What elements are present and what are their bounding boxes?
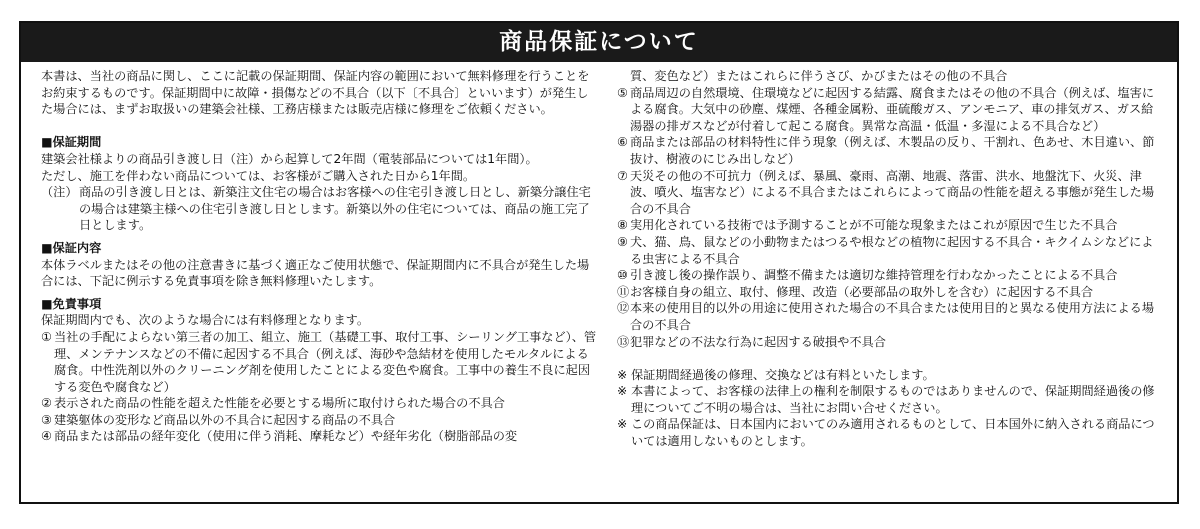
exemption-item xyxy=(617,85,1162,135)
exemption-item xyxy=(617,284,1162,301)
item-text: お客様自身の組立、取付、修理、改造（必要部品の取外しを含む）に起因する不具合 xyxy=(630,284,1094,299)
panel-title: 商品保証について xyxy=(21,23,1177,62)
exemptions-lead: 保証期間内でも、次のような場合には有料修理となります。 xyxy=(41,313,370,328)
item-number: ⑪ xyxy=(617,284,630,299)
warranty-content-heading: ■保証内容 xyxy=(41,240,102,255)
warranty-panel xyxy=(19,21,1179,504)
item-number: ② xyxy=(41,396,52,411)
exemptions-heading: ■免責事項 xyxy=(41,296,102,311)
item-number: ⑦ xyxy=(617,168,628,183)
exemption-item xyxy=(617,267,1162,284)
footnote-mark: ※ xyxy=(617,367,628,382)
exemption-item xyxy=(41,329,599,395)
item-text: 建築躯体の変形など商品以外の不具合に起因する商品の不具合 xyxy=(54,412,396,427)
exemption-item xyxy=(617,134,1162,167)
warranty-period-line: ただし、施工を伴わない商品については、お客様がご購入された日から1年間。 xyxy=(41,168,476,183)
exemption-item xyxy=(617,168,1162,218)
note-text: 商品の引き渡し日とは、新築注文住宅の場合はお客様への住宅引き渡し日とし、新築分譲住宅の場合は建築主様への住宅引き渡し日とします。新築以外の住宅については、商品の施工完了日とします。 xyxy=(79,185,591,233)
item-text: 引き渡し後の操作誤り、調整不備または適切な維持管理を行わなかったことによる不具合 xyxy=(630,268,1118,283)
note-mark: （注） xyxy=(41,185,78,200)
item-text: 商品または部品の材料特性に伴う現象（例えば、木製品の反り、干割れ、色あせ、木目違い、節抜け、樹液のにじみ出しなど） xyxy=(630,135,1155,166)
item-number: ⑫ xyxy=(617,301,630,316)
item-text: 当社の手配によらない第三者の加工、組立、施工（基礎工事、取付工事、シーリング工事など）、管理、メンテナンスなどの不備に起因する不具合（例えば、海砂や急結材を使用したモルタルによる腐食。中性洗剤以外のクリーニング剤を使用したことによる変色や腐食。工事中の養生不良に起因する変色や腐食など） xyxy=(54,329,597,394)
item-number: ⑬ xyxy=(617,334,630,349)
footnote-text: 本書によって、お客様の法律上の権利を制限するものではありませんので、保証期間経過後の修理についてご不明の場合は、当社にお問い合せください。 xyxy=(631,384,1155,415)
item-text: 商品または部品の経年変化（使用に伴う消耗、摩耗など）や経年劣化（樹脂部品の変 xyxy=(54,429,518,444)
item-text: 犯罪などの不法な行為に起因する破損や不具合 xyxy=(630,334,886,349)
item-number: ⑨ xyxy=(617,234,628,249)
warranty-period-line: 建築会社様よりの商品引き渡し日（注）から起算して2年間（電装部品については1年間）。 xyxy=(41,151,538,166)
item-text: 実用化されている技術では予測することが不可能な現象またはこれが原因で生じた不具合 xyxy=(630,218,1118,233)
exemption-item xyxy=(41,395,599,412)
footnote xyxy=(617,383,1162,416)
footnote xyxy=(617,416,1162,449)
right-column xyxy=(617,68,1162,450)
item-number: ⑤ xyxy=(617,85,628,100)
item-number: ④ xyxy=(41,429,52,444)
item-text: 表示された商品の性能を超えた性能を必要とする場所に取付けられた場合の不具合 xyxy=(54,396,505,411)
exemption-item xyxy=(617,234,1162,267)
intro-paragraph: 本書は、当社の商品に関し、ここに記載の保証期間、保証内容の範囲において無料修理を行うことをお約束するものです。保証期間中に故障・損傷などの不具合（以下〔不具合〕といいます）が発生した場合には、まずお取扱いの建築会社様、工務店様または販売店様に修理をご依頼ください。 xyxy=(41,69,590,117)
warranty-period-heading: ■保証期間 xyxy=(41,135,102,150)
item-number: ① xyxy=(41,329,52,344)
item-number: ⑧ xyxy=(617,218,628,233)
item-text: 本来の使用目的以外の用途に使用された場合の不具合または使用目的と異なる使用方法による場合の不具合 xyxy=(630,301,1155,332)
footnote-text: 保証期間経過後の修理、交換などは有料といたします。 xyxy=(631,367,935,382)
footnote-text: この商品保証は、日本国内においてのみ適用されるものとして、日本国外に納入される商品については適用しないものとします。 xyxy=(631,417,1155,449)
item-number: ⑥ xyxy=(617,135,628,150)
left-column xyxy=(41,68,599,445)
exemption-item xyxy=(41,428,599,445)
item-text: 商品周辺の自然環境、住環境などに起因する結露、腐食またはその他の不具合（例えば、塩害による腐食。大気中の砂塵、煤煙、各種金属粉、亜硫酸ガス、アンモニア、車の排気ガス、ガス給湯器の排ガスなどが付着して起こる腐食。異常な高温・低温・多湿による不具合など） xyxy=(630,85,1155,133)
item-number: ⑩ xyxy=(617,268,628,283)
item-number: ③ xyxy=(41,412,52,427)
warranty-content-text: 本体ラベルまたはその他の注意書きに基づく適正なご使用状態で、保証期間内に不具合が発生した場合には、下記に例示する免責事項を除き無料修理いたします。 xyxy=(41,257,590,289)
exemption-item xyxy=(617,217,1162,234)
warranty-period-note xyxy=(41,184,599,234)
exemption-item xyxy=(617,300,1162,333)
item-4-continuation: 質、変色など）またはこれらに伴うさび、かびまたはその他の不具合 xyxy=(630,69,1008,83)
footnote-mark: ※ xyxy=(617,417,628,432)
exemption-item xyxy=(617,334,1162,351)
item-text: 天災その他の不可抗力（例えば、暴風、豪雨、高潮、地震、落雷、洪水、地盤沈下、火災、津波、噴火、塩害など）による不具合またはこれらによって商品の性能を超える事態が発生した場合の不具合 xyxy=(630,168,1155,216)
exemption-item xyxy=(41,412,599,429)
footnote xyxy=(617,367,1162,384)
item-text: 犬、猫、鳥、鼠などの小動物またはつるや根などの植物に起因する不具合・キクイムシなどによる虫害による不具合 xyxy=(630,234,1154,266)
footnote-mark: ※ xyxy=(617,384,628,399)
